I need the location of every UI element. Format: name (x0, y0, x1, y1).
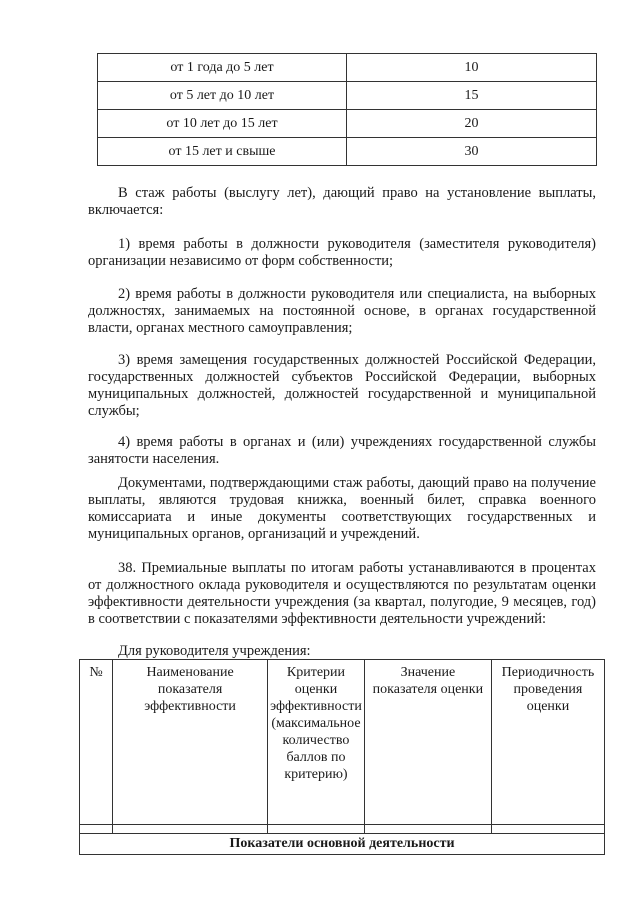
paragraph-documents: Документами, подтверждающими стаж работы, дающий право на получение выплаты, являются трудовая книжка, военный билет, справка военного комиссариата и иные документы соответствующих государственных и муниципальных органов, организаций и учреждений. (88, 475, 596, 542)
paragraph-for-head: Для руководителя учреждения: (118, 643, 311, 659)
table-row (80, 825, 605, 834)
empty-cell (113, 825, 268, 834)
empty-cell (491, 825, 604, 834)
stazh-value-cell: 30 (347, 138, 597, 166)
stazh-value-cell: 10 (347, 54, 597, 82)
paragraph-38: 38. Премиальные выплаты по итогам работы устанавливаются в процентах от должностного оклада руководителя и осуществляются по результатам оценки эффективности деятельности учреждения (за квартал, полугодие, 9 месяцев, год) в соответствии с показателями эффективности деятельности учреждений: (88, 560, 596, 627)
header-value: Значение показателя оценки (364, 660, 491, 825)
paragraph-item-1: 1) время работы в должности руководителя (заместителя руководителя) организации независимо от форм собственности; (88, 236, 596, 269)
header-number: № (80, 660, 113, 825)
table-row (98, 138, 597, 166)
paragraph-item-3: 3) время замещения государственных должностей Российской Федерации, государственных должностей субъектов Российской Федерации, выборных муниципальных должностей, должностей государственной и муниципальной службы; (88, 352, 596, 419)
empty-cell (268, 825, 365, 834)
section-title: Показатели основной деятельности (80, 834, 605, 855)
paragraph-item-4: 4) время работы в органах и (или) учреждениях государственной службы занятости населения. (88, 434, 596, 467)
criteria-table (79, 659, 605, 855)
criteria-header-row (80, 660, 605, 825)
stazh-value-cell: 20 (347, 110, 597, 138)
table-row (98, 54, 597, 82)
stazh-range-cell: от 10 лет до 15 лет (98, 110, 347, 138)
stazh-table (97, 53, 597, 166)
header-name: Наименование показателя эффективности (113, 660, 268, 825)
empty-cell (364, 825, 491, 834)
header-criteria: Критерии оценки эффективности (максимальное количество баллов по критерию) (268, 660, 365, 825)
stazh-range-cell: от 1 года до 5 лет (98, 54, 347, 82)
stazh-value-cell: 15 (347, 82, 597, 110)
stazh-range-cell: от 15 лет и свыше (98, 138, 347, 166)
stazh-range-cell: от 5 лет до 10 лет (98, 82, 347, 110)
empty-cell (80, 825, 113, 834)
table-row (98, 110, 597, 138)
paragraph-item-2: 2) время работы в должности руководителя или специалиста, на выборных должностях, занимаемых на постоянной основе, в органах государственной власти, органах местного самоуправления; (88, 286, 596, 336)
header-period: Периодичность проведения оценки (491, 660, 604, 825)
paragraph-intro: В стаж работы (выслугу лет), дающий право на установление выплаты, включается: (88, 185, 596, 218)
table-row (98, 82, 597, 110)
section-row (80, 834, 605, 855)
